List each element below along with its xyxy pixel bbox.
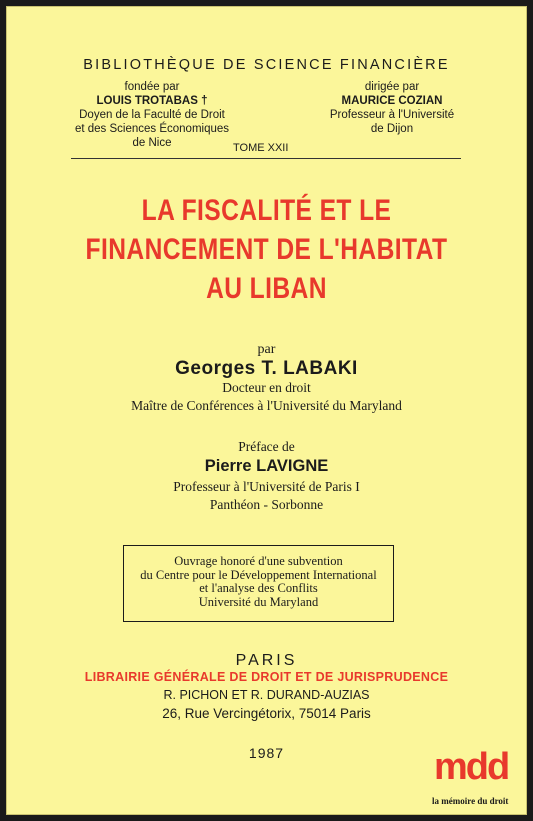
- publisher-address: 26, Rue Vercingétorix, 75014 Paris: [162, 706, 371, 721]
- founder-line-2: et des Sciences Économiques: [74, 123, 230, 135]
- director-label: dirigée par: [364, 81, 420, 93]
- director-name: MAURICE COZIAN: [341, 95, 443, 107]
- book-title: [54, 191, 480, 308]
- founder-label: fondée par: [124, 81, 180, 93]
- preface-line-1: Professeur à l'Université de Paris I: [173, 479, 360, 494]
- founder-line-1: Doyen de la Faculté de Droit: [79, 109, 225, 121]
- watermark-tagline: la mémoire du droit: [432, 796, 509, 806]
- tome-number: TOME XXII: [233, 142, 289, 154]
- founder-name: LOUIS TROTABAS †: [96, 95, 208, 107]
- founder-block: [42, 80, 262, 150]
- author-degree: Docteur en droit: [222, 380, 311, 395]
- book-cover: [6, 6, 527, 815]
- author-position: Maître de Conférences à l'Université du Maryland: [131, 398, 402, 413]
- series-title: BIBLIOTHÈQUE DE SCIENCE FINANCIÈRE: [83, 57, 450, 73]
- author-name: Georges T. LABAKI: [175, 358, 358, 379]
- by-label: par: [257, 342, 276, 357]
- preface-label: Préface de: [238, 439, 295, 454]
- note-line-4: Université du Maryland: [198, 594, 319, 609]
- title-line-2: FINANCEMENT DE L'HABITAT: [85, 233, 448, 266]
- title-line-1: LA FISCALITÉ ET LE: [141, 194, 392, 227]
- founder-line-3: de Nice: [132, 137, 172, 149]
- preface-author: Pierre LAVIGNE: [204, 457, 329, 475]
- publisher-name: LIBRAIRIE GÉNÉRALE DE DROIT ET DE JURISPRUDENCE: [84, 670, 449, 684]
- note-line-1: Ouvrage honoré d'une subvention: [174, 554, 343, 568]
- director-line-1: Professeur à l'Université: [329, 109, 455, 121]
- subsidy-note-box: [123, 545, 394, 622]
- preface-line-2: Panthéon - Sorbonne: [209, 497, 324, 512]
- note-line-2: du Centre pour le Développement International: [140, 567, 377, 582]
- title-line-3: AU LIBAN: [206, 272, 327, 305]
- director-block: [277, 80, 507, 136]
- publisher-line-1: R. PICHON ET R. DURAND-AUZIAS: [163, 688, 370, 702]
- watermark-logo: mdd: [434, 746, 509, 788]
- publication-year: 1987: [248, 745, 285, 761]
- divider: [71, 158, 461, 159]
- director-line-2: de Dijon: [370, 123, 414, 135]
- publisher-city: PARIS: [235, 652, 298, 669]
- note-line-3: et l'analyse des Conflits: [199, 581, 318, 595]
